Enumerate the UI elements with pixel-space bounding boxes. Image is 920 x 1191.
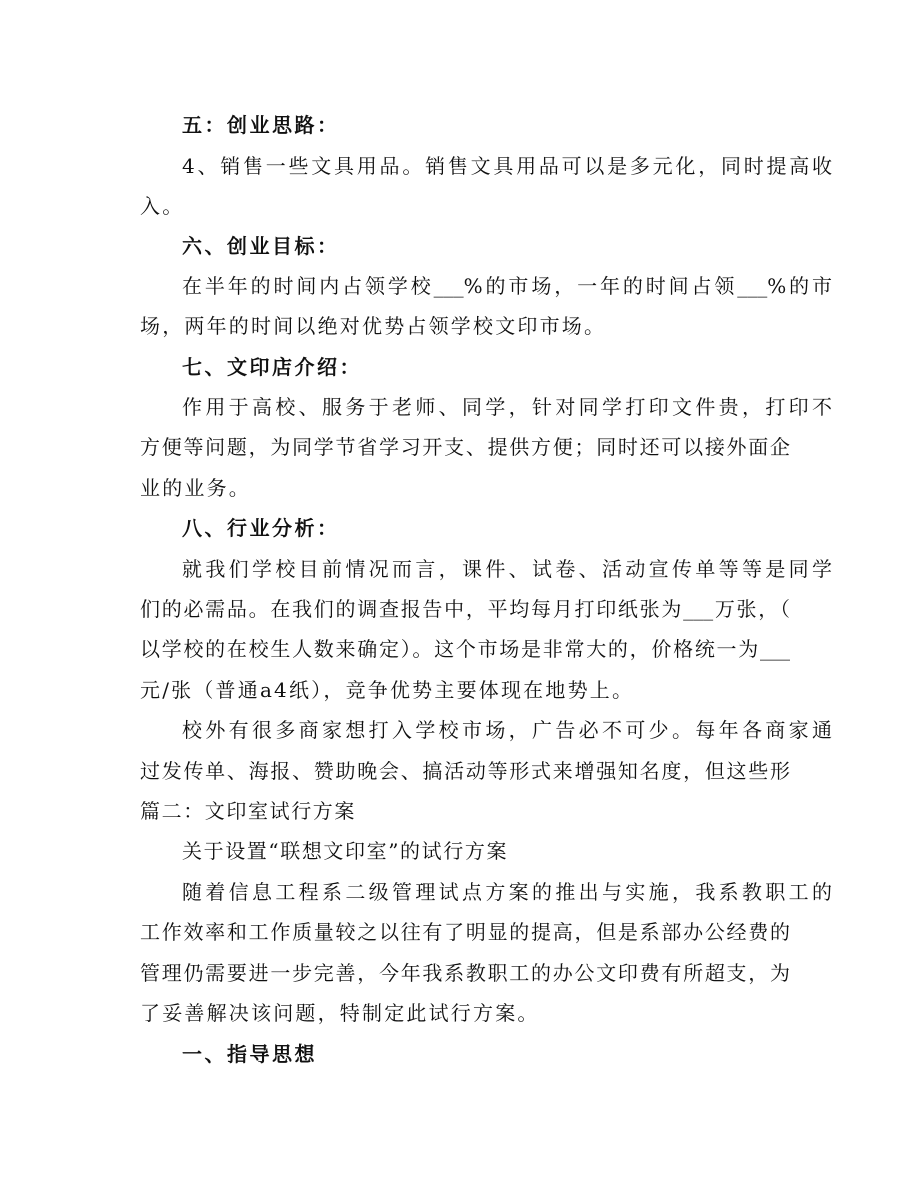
paragraph-line: 了妥善解决该问题，特制定此试行方案。 — [140, 1001, 540, 1025]
part-two-subtitle: 关于设置“联想文印室”的试行方案 — [182, 839, 509, 863]
paragraph-line: 场，两年的时间以绝对优势占领学校文印市场。 — [140, 314, 607, 338]
paragraph-line: 工作效率和工作质量较之以往有了明显的提高，但是系部办公经费的 — [140, 920, 790, 944]
paragraph-line: 在半年的时间内占领学校___%的市场，一年的时间占领___%的市 — [182, 274, 832, 298]
heading-section-8: 八、行业分析： — [182, 516, 340, 540]
heading-section-5: 五：创业思路： — [182, 113, 340, 137]
paragraph-line: 过发传单、海报、赞助晚会、搞活动等形式来增强知名度，但这些形 — [140, 759, 790, 783]
paragraph-line: 随着信息工程系二级管理试点方案的推出与实施，我系教职工的 — [182, 880, 832, 904]
heading-section-7: 七、文印店介绍： — [182, 355, 362, 379]
paragraph-line: 4、销售一些文具用品。销售文具用品可以是多元化，同时提高收 — [182, 154, 832, 178]
heading-guiding-ideology: 一、指导思想 — [182, 1042, 317, 1066]
paragraph-line: 业的业务。 — [140, 476, 251, 500]
paragraph-line: 入。 — [140, 194, 185, 218]
part-two-title: 篇二：文印室试行方案 — [140, 799, 356, 823]
paragraph-line: 校外有很多商家想打入学校市场，广告必不可少。每年各商家通 — [182, 718, 832, 742]
paragraph-line: 作用于高校、服务于老师、同学，针对同学打印文件贵，打印不 — [182, 395, 832, 419]
heading-section-6: 六、创业目标： — [182, 234, 340, 258]
paragraph-line: 以学校的在校生人数来确定）。这个市场是非常大的，价格统一为___ — [140, 637, 790, 661]
paragraph-line: 就我们学校目前情况而言，课件、试卷、活动宣传单等等是同学 — [182, 557, 832, 581]
paragraph-line: 们的必需品。在我们的调查报告中，平均每月打印纸张为___万张，（ — [140, 597, 790, 621]
paragraph-line: 方便等问题，为同学节省学习开支、提供方便；同时还可以接外面企 — [140, 435, 790, 459]
paragraph-line: 元/张（普通a4纸），竞争优势主要体现在地势上。 — [140, 678, 635, 702]
paragraph-line: 管理仍需要进一步完善，今年我系教职工的办公文印费有所超支，为 — [140, 961, 790, 985]
